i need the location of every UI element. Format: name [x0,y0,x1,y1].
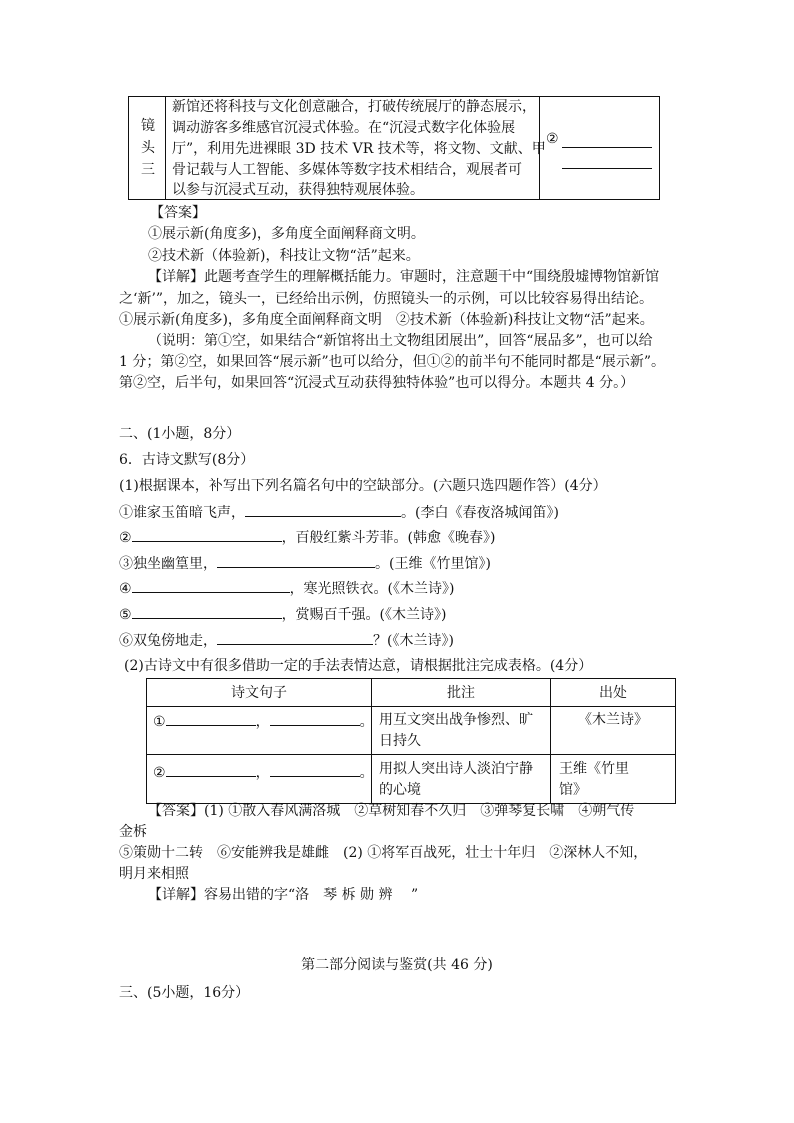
table-header: 出处 [599,685,627,701]
fill-item-after: 。(李白《春夜洛城闻笛》) [401,505,559,521]
lens-label-char: 头 [141,140,155,156]
poem-sentence-cell [153,761,374,783]
detail-line: 【详解】此题考查学生的理解概括能力。审题时，注意题干中“围绕殷墟博物馆新馆 [148,269,660,285]
lens-label-char: 镜 [141,118,155,134]
answer-line: ①展示新(角度多)，多角度全面阐释商文明。 [148,226,425,242]
lens-label-cell [129,97,166,199]
row-period: 。 [359,714,374,730]
source-line: 王维《竹里 [559,761,629,777]
table-header: 批注 [447,685,475,701]
fill-item-after: ？(《木兰诗》) [373,633,454,649]
note-line: 日持久 [379,733,421,749]
fill-blank[interactable] [166,710,256,726]
detail-line: 第②空，后半句，如果回答“沉浸式互动获得独特体验”也可以得分。本题共 4 分。） [119,375,635,391]
fill-item-before: ⑥双兔傍地走， [119,633,217,649]
fill-item-before: ③独坐幽篁里， [119,556,217,572]
fill-item-before: ⑤ [119,607,132,623]
detail-line: 1 分；第②空，如果回答“展示新”也可以给分，但①②的前半句不能同时都是“展示新”。 [119,354,665,370]
fill-item-after: ，寒光照铁衣。(《木兰诗》) [289,581,455,597]
section-header: 三、(5小题，16分） [119,985,250,1001]
lens-content-line: 新馆还将科技与文化创意融合，打破传统展厅的静态展示， [172,99,536,115]
fill-item-before: ①谁家玉笛暗飞声， [119,505,245,521]
lens-content-line: 厅”，利用先进裸眼 3D 技术 VR 技术等，将文物、文献、甲 [172,141,546,157]
answer-line: ⑤策勋十二转 ⑥安能辨我是雄雌 (2) ①将军百战死，壮士十年归 ②深林人不知， [119,845,648,861]
fill-item-before: ④ [119,581,132,597]
answer-line: 【答案】(1) ①散入春风满洛城 ②草树知春不久归 ③弹琴复长啸 ④朔气传 [148,803,635,819]
fill-blank[interactable] [270,761,360,777]
fill-blank[interactable] [270,710,360,726]
answer-line: 金柝 [119,824,147,840]
note-line: 用互文突出战争惨烈、旷 [379,712,533,728]
table-divider [147,706,675,707]
note-line: 的心境 [379,782,421,798]
answer-blank[interactable] [562,153,652,169]
answer-line: ②技术新（体验新)，科技让文物“活”起来。 [148,248,420,264]
row-comma: ， [255,765,270,781]
source-line: 馆》 [559,782,587,798]
fill-blank[interactable] [245,501,401,517]
sub-question: (1)根据课本，补写出下列名篇名句中的空缺部分。(六题只选四题作答）(4分） [119,478,607,494]
sub-question: (2)古诗文中有很多借助一定的手法表情达意，请根据批注完成表格。(4分） [124,658,593,674]
note-line: 用拟人突出诗人淡泊宁静 [379,761,533,777]
question-title: 6．古诗文默写(8分） [119,452,255,468]
fill-item-after: ，赏赐百千强。(《木兰诗》) [281,607,447,623]
table-divider [147,754,675,755]
fill-item [119,552,491,574]
fill-item [119,629,454,651]
lens-three-table [128,96,660,200]
lens-content-line: 以参与沉浸式互动，获得独特观展体验。 [172,182,424,198]
fill-item [119,577,455,599]
section-header: 二、(1小题，8分） [119,426,241,442]
fill-blank[interactable] [166,761,256,777]
fill-blank[interactable] [217,552,375,568]
fill-item [119,526,496,548]
answer-line: 明月来相照 [119,866,189,882]
lens-answer-cell [540,97,659,199]
part-title: 第二部分阅读与鉴赏(共 46 分) [301,957,493,973]
fill-item-after: ，百般红紫斗芳菲。(韩愈《晚春》) [281,530,496,546]
fill-item-before: ② [119,530,132,546]
row-period: 。 [359,765,374,781]
row-comma: ， [255,714,270,730]
poem-table [146,678,676,804]
poem-sentence-cell [153,710,374,732]
lens-label-char: 三 [141,162,155,178]
lens-content-line: 骨记载与人工智能、多媒体等数字技术相结合，观展者可 [172,162,522,178]
fill-item-after: 。(王维《竹里馆》) [375,556,491,572]
fill-item [119,603,447,625]
answer-heading: 【答案】 [150,205,206,221]
row-marker: ② [153,765,166,781]
row-marker: ① [153,714,166,730]
lens-content-cell [165,97,546,199]
table-header: 诗文句子 [231,685,287,701]
fill-blank[interactable] [217,629,373,645]
answer-marker: ② [546,131,559,147]
fill-blank[interactable] [132,577,290,593]
fill-item [119,501,559,523]
answer-blank[interactable] [562,132,652,148]
source-line: 《木兰诗》 [578,712,648,728]
detail-line: 【详解】容易出错的字“洛 琴 柝 勋 辨 ” [148,887,419,903]
fill-blank[interactable] [132,526,282,542]
detail-line: ①展示新(角度多)，多角度全面阐释商文明 ②技术新（体验新)科技让文物“活”起来。 [119,312,654,328]
fill-blank[interactable] [132,603,282,619]
detail-line: （说明：第①空，如果结合“新馆将出土文物组团展出”，回答“展品多”，也可以给 [148,333,653,349]
lens-content-line: 调动游客多维感官沉浸式体验。在“沉浸式数字化体验展 [172,120,516,136]
detail-line: 之‘新’”，加之，镜头一，已经给出示例，仿照镜头一的示例，可以比较容易得出结论。 [119,291,654,307]
